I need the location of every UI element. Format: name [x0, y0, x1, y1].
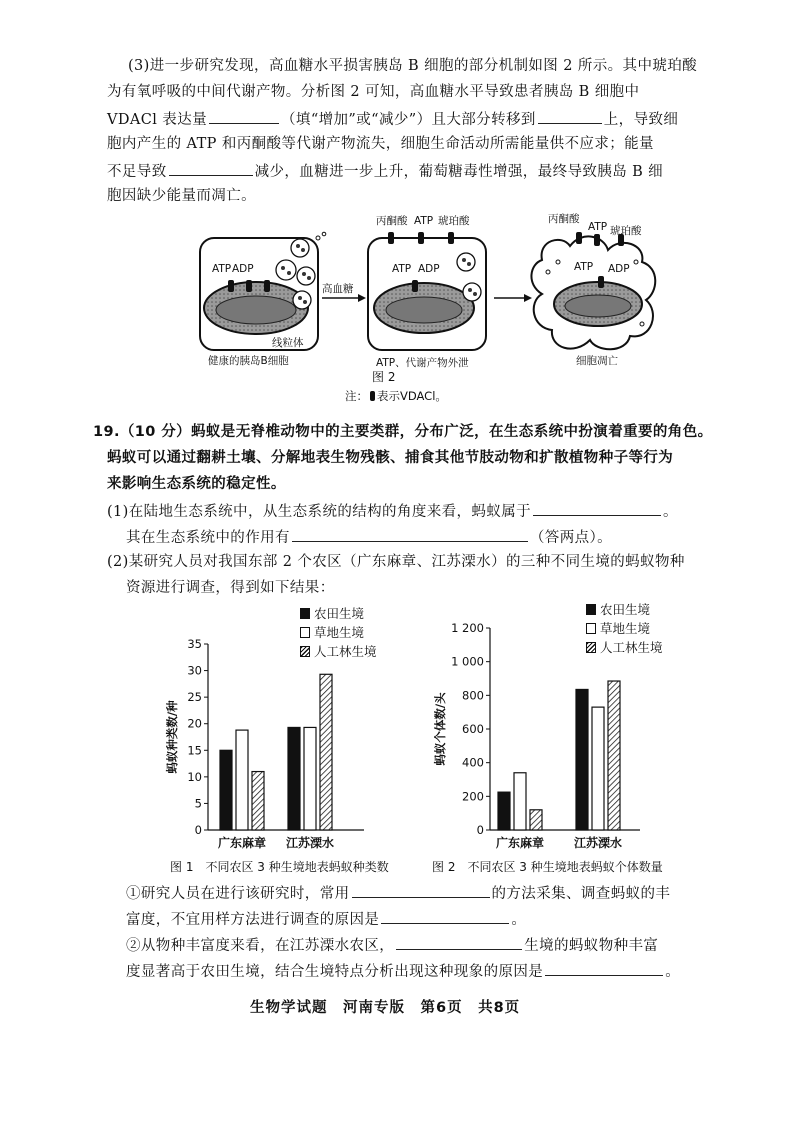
arrow-to-apoptosis: [494, 294, 532, 302]
apoptotic-cell: [531, 212, 655, 367]
label-atp-dead-inner: ATP: [574, 261, 594, 273]
chart-1-species-count: [160, 636, 370, 858]
legend1-grass-label: 草地生境: [314, 625, 365, 640]
bar-grass-jiangsu: [592, 707, 604, 830]
y-tick-label: 5: [194, 796, 202, 811]
category-label: 广东麻章: [217, 836, 267, 850]
arrow-high-glucose: [322, 282, 366, 302]
bar-grass-guangdong: [236, 730, 248, 830]
y-tick-label: 800: [462, 688, 484, 703]
answer-blank-reason[interactable]: [545, 960, 663, 976]
y-tick-label: 600: [462, 722, 484, 736]
y-tick-label: 25: [187, 690, 202, 705]
label-leakage: ATP、代谢产物外泄: [376, 357, 469, 369]
label-pyruvate-mid: 丙酮酸: [376, 215, 408, 227]
label-atp-dead: ATP: [588, 221, 608, 233]
y-tick-label: 20: [187, 716, 202, 731]
q18-l5-text-b: 减少，血糖进一步上升，葡萄糖毒性增强，最终导致胰岛 B 细: [254, 164, 664, 180]
bar-forest-jiangsu: [608, 681, 620, 830]
answer-blank-quadrat-reason[interactable]: [381, 908, 509, 924]
q19-s2-text-c: 度显著高于农田生境，结合生境特点分析出现这种现象的原因是: [126, 964, 544, 980]
answer-blank-survey-method[interactable]: [352, 882, 490, 898]
y-tick-label: 1 000: [451, 654, 484, 669]
bar-forest-jiangsu: [320, 674, 332, 830]
q18-l3-text-a: VDACl 表达量: [107, 112, 208, 128]
bar-grass-guangdong: [514, 773, 526, 830]
q18-line-2: 为有氧呼吸的中间代谢产物。分析图 2 可知，高血糖水平导致患者胰岛 B 细胞中: [107, 84, 640, 100]
chart-2-individual-count: [430, 620, 650, 858]
vdac-marker: [228, 280, 234, 292]
legend1-farm: [300, 604, 364, 622]
legend2-forest-label: 人工林生境: [600, 640, 663, 655]
q19-line-1: [93, 422, 713, 442]
q19-p1-text-a: (1)在陆地生态系统中，从生态系统的结构的角度来看，蚂蚁属于: [107, 504, 532, 520]
q19-s2-text-d: 。: [665, 964, 681, 980]
y-tick-label: 400: [462, 755, 484, 770]
swatch-farm: [586, 604, 596, 615]
label-adp-dead-inner: ADP: [608, 263, 630, 275]
q18-line-5: [107, 160, 663, 182]
label-succinate-mid: 琥珀酸: [438, 215, 470, 227]
q18-line-1: (3)进一步研究发现，高血糖水平损害胰岛 B 细胞的部分机制如图 2 所示。其中琥珀酸: [128, 58, 698, 74]
label-healthy-cell: 健康的胰岛B细胞: [208, 355, 289, 367]
figure2-diagram: [190, 200, 670, 400]
label-atp-healthy: ATP: [212, 263, 232, 275]
answer-blank-transfer-location[interactable]: [538, 108, 602, 124]
label-apoptosis: 细胞凋亡: [576, 355, 618, 367]
page-footer: 生物学试题 河南专版 第6页 共8页: [250, 1000, 521, 1016]
answer-blank-vdac-expression[interactable]: [209, 108, 279, 124]
q19-s2-text-a: ②从物种丰富度来看，在江苏溧水农区，: [126, 938, 395, 954]
answer-blank-energy-deficit-effect[interactable]: [169, 160, 253, 176]
q19-s1-text-b: 的方法采集、调查蚂蚁的丰: [491, 886, 671, 902]
swatch-farm: [300, 608, 310, 619]
q19-sub1-line-2: [126, 908, 526, 930]
q19-p1-text-d: （答两点）。: [529, 530, 613, 546]
q19-s1-text-d: 。: [511, 912, 527, 928]
vdac-marker: [264, 280, 270, 292]
chart1-caption: 图 1 不同农区 3 种生境地表蚂蚁种类数: [170, 860, 389, 874]
q19-sub2-line-2: [126, 960, 680, 982]
y-tick-label: 35: [187, 637, 202, 651]
q19-s2-text-b: 生境的蚂蚁物种丰富: [524, 938, 659, 954]
q18-l3-text-b: （填“增加”或“减少”）且大部分转移到: [281, 112, 536, 128]
y-tick-label: 10: [187, 769, 202, 784]
q19-s1-text-a: ①研究人员在进行该研究时，常用: [126, 886, 350, 902]
bar-forest-guangdong: [252, 772, 264, 830]
legend1-forest-label: 人工林生境: [314, 644, 377, 659]
bar-forest-guangdong: [530, 810, 542, 830]
note-prefix: 注：: [345, 389, 368, 403]
answer-blank-habitat[interactable]: [396, 934, 522, 950]
y-axis-label: 蚂蚁种类数/种: [165, 700, 179, 774]
bar-farm-guangdong: [498, 792, 510, 830]
answer-blank-ant-role[interactable]: [533, 500, 661, 516]
y-axis-label: 蚂蚁个体数/头: [433, 692, 447, 766]
q19-stem-1: 19.（10 分）蚂蚁是无脊椎动物中的主要类群，分布广泛，在生态系统中扮演着重要的角色。: [93, 424, 713, 440]
q19-s1-text-c: 富度，不宜用样方法进行调查的原因是: [126, 912, 380, 928]
vdac-marker: [246, 280, 252, 292]
category-label: 江苏溧水: [285, 836, 335, 850]
q18-line-4: 胞内产生的 ATP 和丙酮酸等代谢产物流失，细胞生命活动所需能量供不应求；能量: [107, 136, 654, 152]
category-label: 江苏溧水: [573, 836, 623, 850]
q19-sub1-line-1: [126, 882, 670, 904]
y-tick-label: 0: [476, 823, 484, 837]
q18-l5-text-a: 不足导致: [107, 164, 167, 180]
y-tick-label: 30: [187, 663, 202, 678]
q19-line-3: 来影响生态系统的稳定性。: [107, 476, 286, 492]
bar-farm-jiangsu: [576, 689, 588, 830]
label-atp-mid: ATP: [414, 215, 434, 227]
q18-l3-text-c: 上，导致细: [603, 112, 679, 128]
chart2-caption: 图 2 不同农区 3 种生境地表蚂蚁个体数量: [432, 860, 663, 874]
figure2-note: [345, 388, 447, 404]
q18-line-3: [107, 108, 678, 130]
note-suffix: 表示VDACl。: [377, 389, 447, 403]
hyperglycemic-cell: [368, 214, 486, 369]
y-tick-label: 15: [187, 743, 202, 758]
label-succinate-dead: 琥珀酸: [610, 225, 642, 237]
label-adp-healthy: ADP: [232, 263, 254, 275]
bar-farm-guangdong: [220, 750, 232, 830]
vdac-legend-marker: [370, 391, 375, 401]
legend2-farm: [586, 600, 650, 618]
bar-farm-jiangsu: [288, 727, 300, 830]
y-tick-label: 200: [462, 789, 484, 804]
label-atp-mid-inner: ATP: [392, 263, 412, 275]
legend2-farm-label: 农田生境: [600, 602, 651, 617]
label-adp-mid-inner: ADP: [418, 263, 440, 275]
label-pyruvate-dead: 丙酮酸: [548, 213, 580, 225]
q18-line-6: 胞因缺少能量而凋亡。: [107, 188, 256, 204]
healthy-cell: [200, 232, 326, 367]
category-label: 广东麻章: [495, 836, 545, 850]
y-tick-label: 0: [194, 823, 202, 837]
bar-grass-jiangsu: [304, 727, 316, 830]
q19-sub2-line-1: [126, 934, 658, 956]
q19-part1-line-1: [107, 500, 678, 522]
q19-p1-text-b: 。: [663, 504, 678, 520]
legend1-farm-label: 农田生境: [314, 606, 365, 621]
q19-line-2: 蚂蚁可以通过翻耕土壤、分解地表生物残骸、捕食其他节肢动物和扩散植物种子等行为: [107, 450, 674, 466]
figure2-title: 图 2: [372, 370, 396, 384]
q19-part2-line-2: 资源进行调查，得到如下结果：: [126, 580, 335, 596]
q19-part1-line-2: [126, 526, 612, 548]
label-mitochondrion: 线粒体: [272, 337, 304, 349]
legend2-grass-label: 草地生境: [600, 621, 651, 636]
q19-part2-line-1: (2)某研究人员对我国东部 2 个农区（广东麻章、江苏溧水）的三种不同生境的蚂蚁物种: [107, 554, 685, 570]
label-high-glucose: 高血糖: [322, 283, 354, 295]
answer-blank-ecological-function[interactable]: [292, 526, 528, 542]
y-tick-label: 1 200: [451, 621, 484, 635]
q19-p1-text-c: 其在生态系统中的作用有: [126, 530, 290, 546]
